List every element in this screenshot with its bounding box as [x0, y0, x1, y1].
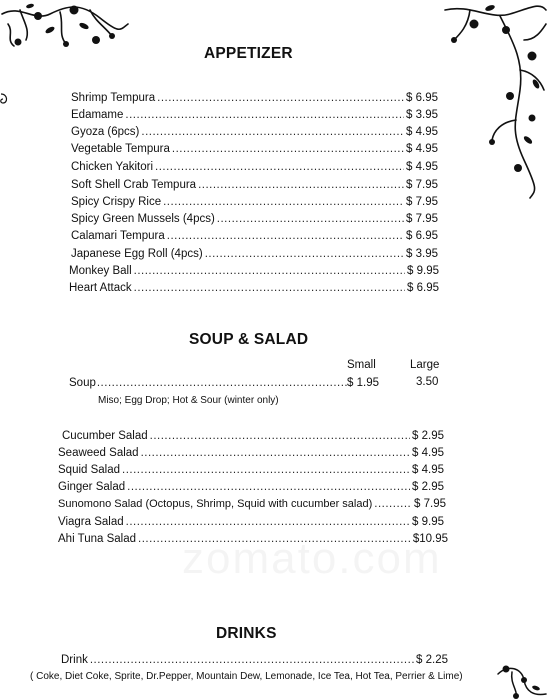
- item-price: $ 2.95: [412, 430, 444, 442]
- item-name: Gyoza (6pcs): [71, 126, 140, 138]
- leader-dots: [90, 653, 414, 667]
- list-item: [71, 178, 438, 192]
- list-item: [58, 446, 444, 460]
- item-price: $ 2.25: [416, 654, 448, 666]
- drinks-note: ( Coke, Diet Coke, Sprite, Dr.Pepper, Mountain Dew, Lemonade, Ice Tea, Hot Tea, Perrier & Lime): [30, 671, 463, 682]
- floral-ornament-top-right-icon: [440, 0, 547, 200]
- item-price: $ 7.95: [406, 196, 438, 208]
- item-price: $ 7.95: [406, 179, 438, 191]
- item-name: Cucumber Salad: [62, 430, 148, 442]
- list-item: [71, 212, 438, 226]
- list-item: [71, 195, 438, 209]
- item-price: $ 7.95: [414, 498, 446, 510]
- item-name: Spicy Crispy Rice: [71, 196, 162, 208]
- item-price: $ 9.95: [407, 265, 439, 277]
- leader-dots: [97, 376, 347, 390]
- item-name: Drink: [61, 654, 88, 666]
- leader-dots: [198, 178, 404, 192]
- list-item: [71, 160, 438, 174]
- soup-note: Miso; Egg Drop; Hot & Sour (winter only): [98, 395, 279, 406]
- list-item: [58, 515, 444, 529]
- leader-dots: [374, 497, 412, 511]
- item-name: Soup: [69, 377, 96, 389]
- item-price: $ 4.95: [412, 464, 444, 476]
- floral-ornament-bottom-right-icon: [494, 660, 547, 700]
- leader-dots: [205, 247, 404, 261]
- item-name: Calamari Tempura: [71, 230, 165, 242]
- item-price: $ 3.95: [406, 248, 438, 260]
- list-item: [58, 463, 444, 477]
- list-item: [71, 108, 438, 122]
- list-item: [71, 247, 438, 261]
- item-price: $ 3.95: [406, 109, 438, 121]
- list-item: [58, 532, 448, 546]
- item-name: Seaweed Salad: [58, 447, 139, 459]
- item-name: Sunomono Salad (Octopus, Shrimp, Squid with cucumber salad): [58, 498, 373, 510]
- leader-dots: [217, 212, 404, 226]
- swirl-ornament-left-icon: [0, 92, 10, 106]
- leader-dots: [138, 532, 411, 546]
- list-item-soup: [69, 376, 379, 390]
- item-price-large: 3.50: [416, 376, 439, 388]
- item-name: Monkey Ball: [69, 265, 132, 277]
- list-item: [71, 91, 438, 105]
- list-item: [69, 281, 439, 295]
- item-price: $ 6.95: [407, 282, 439, 294]
- item-price: $ 7.95: [406, 213, 438, 225]
- list-item: [71, 125, 438, 139]
- item-name: Edamame: [71, 109, 124, 121]
- item-name: Heart Attack: [69, 282, 132, 294]
- leader-dots: [155, 160, 404, 174]
- leader-dots: [163, 195, 404, 209]
- leader-dots: [126, 515, 410, 529]
- item-name: Shrimp Tempura: [71, 92, 156, 104]
- item-name: Ahi Tuna Salad: [58, 533, 137, 545]
- item-price: $ 4.95: [406, 161, 438, 173]
- item-name: Japanese Egg Roll (4pcs): [71, 248, 203, 260]
- item-name: Viagra Salad: [58, 516, 124, 528]
- section-title-soup-salad: SOUP & SALAD: [189, 331, 309, 348]
- column-header-small: Small: [347, 359, 376, 371]
- leader-dots: [125, 108, 404, 122]
- list-item-drink: [61, 653, 448, 667]
- item-price-small: $ 1.95: [347, 377, 379, 389]
- list-item: [71, 229, 438, 243]
- item-price: $ 4.95: [406, 126, 438, 138]
- item-name: Squid Salad: [58, 464, 121, 476]
- item-name: Soft Shell Crab Tempura: [71, 179, 197, 191]
- item-name: Ginger Salad: [58, 481, 126, 493]
- leader-dots: [134, 281, 405, 295]
- item-price: $10.95: [412, 533, 448, 545]
- floral-ornament-top-left-icon: [0, 0, 130, 60]
- leader-dots: [141, 125, 404, 139]
- leader-dots: [141, 446, 410, 460]
- item-name: Spicy Green Mussels (4pcs): [71, 213, 215, 225]
- item-price: $ 4.95: [412, 447, 444, 459]
- item-price: $ 4.95: [406, 143, 438, 155]
- list-item: [62, 429, 444, 443]
- item-name: Chicken Yakitori: [71, 161, 154, 173]
- section-title-appetizer: APPETIZER: [204, 45, 293, 62]
- column-header-large: Large: [410, 359, 440, 371]
- leader-dots: [127, 480, 410, 494]
- leader-dots: [172, 142, 404, 156]
- list-item: [71, 142, 438, 156]
- leader-dots: [122, 463, 410, 477]
- item-price: $ 6.95: [406, 230, 438, 242]
- list-item: [58, 497, 446, 511]
- item-price: $ 6.95: [406, 92, 438, 104]
- item-name: Vegetable Tempura: [71, 143, 170, 155]
- leader-dots: [150, 429, 410, 443]
- item-price: $ 9.95: [412, 516, 444, 528]
- leader-dots: [157, 91, 404, 105]
- leader-dots: [134, 264, 405, 278]
- leader-dots: [167, 229, 404, 243]
- item-price: $ 2.95: [412, 481, 444, 493]
- list-item: [58, 480, 444, 494]
- section-title-drinks: DRINKS: [216, 625, 277, 642]
- list-item: [69, 264, 439, 278]
